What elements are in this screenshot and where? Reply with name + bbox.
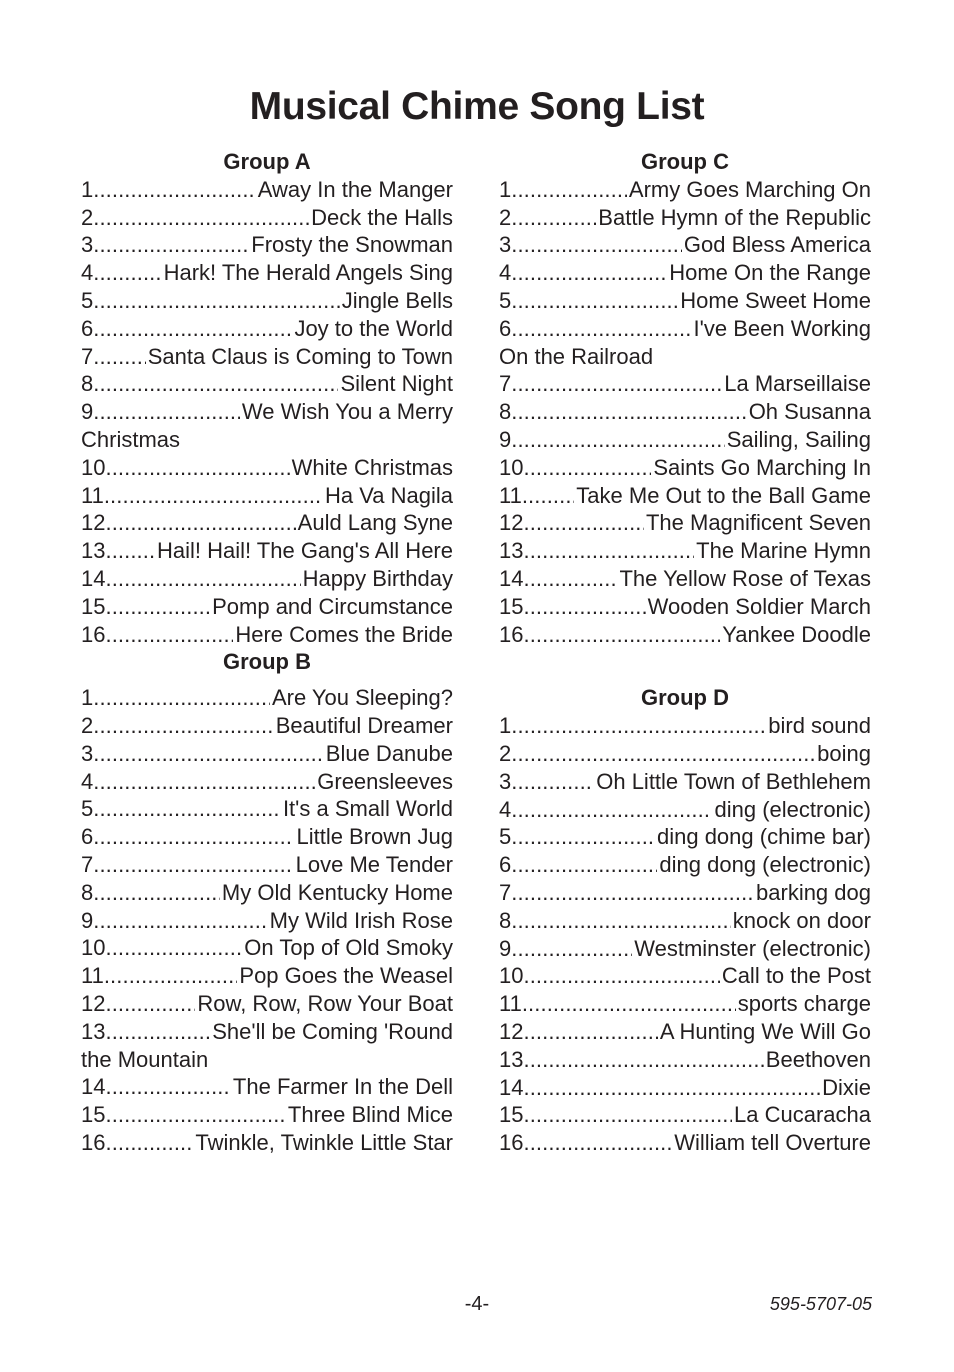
song-item: [499, 712, 871, 740]
song-number: 12: [81, 990, 106, 1016]
dot-leader: [523, 1074, 820, 1102]
song-title: Jingle Bells: [341, 287, 453, 313]
song-item: [81, 851, 453, 879]
song-item: [499, 879, 871, 907]
song-title: Are You Sleeping?: [271, 685, 453, 711]
dot-leader: [523, 565, 617, 593]
song-title: God Bless America: [683, 232, 871, 258]
dot-leader: [511, 851, 657, 879]
song-number: 16: [499, 621, 524, 647]
song-number: 2: [499, 204, 512, 230]
dot-leader: [523, 537, 694, 565]
song-title: boing: [817, 740, 871, 766]
song-list: [499, 176, 871, 649]
dot-leader: [93, 259, 161, 287]
song-title: Hark! The Herald Angels Sing: [163, 260, 453, 286]
song-item: [81, 740, 453, 768]
dot-leader: [523, 593, 645, 621]
song-list: [499, 712, 871, 1157]
song-number: 7: [499, 371, 512, 397]
song-title: She'll be Coming 'Round: [212, 1018, 453, 1044]
song-title: I've Been Working: [693, 315, 871, 341]
dot-leader: [105, 1018, 210, 1046]
song-number: 9: [81, 907, 94, 933]
song-title: Dixie: [822, 1074, 871, 1100]
song-title: ding dong (electronic): [659, 852, 871, 878]
song-number: 10: [499, 454, 524, 480]
song-item: [499, 907, 871, 935]
song-number: 1: [499, 176, 512, 202]
song-number: 10: [81, 454, 106, 480]
song-title: Beautiful Dreamer: [275, 712, 453, 738]
song-item: [81, 990, 453, 1018]
song-title: Hail! Hail! The Gang's All Here: [156, 538, 453, 564]
song-title: Blue Danube: [325, 740, 453, 766]
song-number: 16: [499, 1130, 524, 1156]
song-number: 10: [81, 935, 106, 961]
song-number: 3: [499, 232, 512, 258]
song-title: Love Me Tender: [295, 851, 453, 877]
dot-leader: [523, 621, 720, 649]
left-column: [81, 148, 453, 1157]
dot-leader: [93, 851, 293, 879]
song-number: 14: [499, 565, 524, 591]
song-title: Call to the Post: [721, 963, 871, 989]
group-title: Group A: [223, 149, 311, 174]
song-item: [499, 1101, 871, 1129]
song-item: [81, 712, 453, 740]
group-d: [499, 684, 871, 1157]
song-title: ding (electronic): [714, 796, 871, 822]
song-item: [499, 287, 871, 315]
song-title-continued: On the Railroad: [499, 343, 654, 369]
song-number: 6: [81, 824, 94, 850]
dot-leader: [523, 454, 651, 482]
song-item: [81, 823, 453, 851]
song-item: [81, 287, 453, 315]
song-item: [499, 482, 871, 510]
song-number: 11: [81, 963, 104, 989]
song-number: 9: [499, 935, 512, 961]
dot-leader: [93, 879, 220, 907]
song-number: 9: [81, 399, 94, 425]
song-item: [499, 537, 871, 565]
song-item: [499, 565, 871, 593]
dot-leader: [93, 204, 309, 232]
song-number: 12: [499, 1018, 524, 1044]
song-number: 12: [81, 510, 106, 536]
song-number: 11: [499, 991, 522, 1017]
song-title: Joy to the World: [294, 315, 453, 341]
song-item: [81, 1073, 453, 1101]
song-title: bird sound: [768, 713, 871, 739]
song-item: [499, 962, 871, 990]
song-number: 8: [81, 879, 94, 905]
song-title: Little Brown Jug: [296, 824, 453, 850]
dot-leader: [105, 934, 242, 962]
dot-leader: [93, 370, 338, 398]
dot-leader: [511, 370, 722, 398]
song-number: 4: [499, 260, 512, 286]
song-item: [499, 204, 871, 232]
song-number: 5: [499, 824, 512, 850]
song-title: Home On the Range: [669, 260, 871, 286]
song-title: ding dong (chime bar): [656, 824, 871, 850]
song-number: 7: [81, 343, 94, 369]
dot-leader: [522, 482, 574, 510]
dot-leader: [511, 204, 596, 232]
song-title: The Yellow Rose of Texas: [619, 565, 871, 591]
song-title: Wooden Soldier March: [647, 593, 871, 619]
song-title: Saints Go Marching In: [653, 454, 871, 480]
song-number: 9: [499, 426, 512, 452]
song-item: [81, 1018, 453, 1074]
song-number: 11: [81, 482, 104, 508]
group-title: Group C: [641, 149, 729, 174]
song-number: 6: [499, 852, 512, 878]
song-item: [499, 231, 871, 259]
dot-leader: [105, 593, 210, 621]
song-title: Happy Birthday: [302, 565, 453, 591]
group-title: Group D: [641, 685, 729, 711]
song-title: White Christmas: [291, 454, 453, 480]
song-title: We Wish You a Merry: [241, 399, 453, 425]
dot-leader: [511, 740, 815, 768]
song-title: Pomp and Circumstance: [212, 593, 453, 619]
song-title-continued: the Mountain: [81, 1046, 209, 1072]
song-number: 15: [81, 593, 106, 619]
song-title: Westminster (electronic): [634, 935, 871, 961]
song-title: La Cucaracha: [734, 1102, 871, 1128]
dot-leader: [93, 231, 249, 259]
song-item: [81, 482, 453, 510]
dot-leader: [522, 990, 736, 1018]
group-title: Group B: [223, 649, 311, 675]
song-item: [499, 398, 871, 426]
song-title: Greensleeves: [317, 768, 453, 794]
dot-leader: [511, 796, 712, 824]
dot-leader: [93, 176, 255, 204]
dot-leader: [105, 1073, 230, 1101]
song-title: Sailing, Sailing: [726, 426, 871, 452]
page-title: Musical Chime Song List: [249, 85, 705, 128]
song-number: 5: [499, 287, 512, 313]
song-item: [81, 795, 453, 823]
song-list: [81, 176, 453, 649]
dot-leader: [104, 962, 238, 990]
song-item: [499, 740, 871, 768]
song-number: 1: [81, 685, 94, 711]
dot-leader: [93, 823, 294, 851]
song-item: [81, 621, 453, 649]
song-title: Army Goes Marching On: [628, 176, 871, 202]
song-title: The Marine Hymn: [696, 538, 871, 564]
song-number: 15: [81, 1102, 106, 1128]
song-item: [499, 176, 871, 204]
dot-leader: [523, 509, 643, 537]
dot-leader: [93, 712, 273, 740]
document-code: 595-5707-05: [769, 1294, 872, 1314]
song-item: [499, 1129, 871, 1157]
dot-leader: [511, 231, 682, 259]
song-title: Battle Hymn of the Republic: [598, 204, 871, 230]
song-number: 13: [499, 538, 524, 564]
song-number: 14: [499, 1074, 524, 1100]
song-number: 13: [81, 1018, 106, 1044]
group-c: [499, 148, 871, 648]
song-item: [81, 454, 453, 482]
dot-leader: [93, 343, 145, 371]
dot-leader: [93, 795, 281, 823]
song-item: [81, 259, 453, 287]
song-item: [499, 990, 871, 1018]
dot-leader: [93, 907, 267, 935]
song-number: 13: [81, 538, 106, 564]
song-number: 2: [81, 204, 94, 230]
song-item: [81, 370, 453, 398]
right-column: [499, 148, 871, 1157]
song-number: 5: [81, 796, 94, 822]
song-number: 8: [499, 399, 512, 425]
dot-leader: [511, 315, 691, 343]
dot-leader: [93, 768, 315, 796]
dot-leader: [523, 1101, 732, 1129]
song-title: Row, Row, Row Your Boat: [197, 990, 453, 1016]
dot-leader: [105, 454, 289, 482]
song-title: Auld Lang Syne: [297, 510, 453, 536]
song-item: [499, 259, 871, 287]
dot-leader: [93, 684, 270, 712]
song-item: [81, 565, 453, 593]
song-item: [499, 796, 871, 824]
song-item: [499, 509, 871, 537]
dot-leader: [511, 398, 746, 426]
song-title: Oh Susanna: [748, 399, 871, 425]
song-number: 4: [81, 768, 94, 794]
dot-leader: [511, 935, 632, 963]
song-number: 6: [499, 315, 512, 341]
song-title: Here Comes the Bride: [235, 621, 453, 647]
song-number: 8: [499, 907, 512, 933]
song-item: [499, 454, 871, 482]
song-item: [499, 370, 871, 398]
song-title: My Old Kentucky Home: [221, 879, 453, 905]
dot-leader: [93, 287, 339, 315]
group-a: [81, 148, 453, 648]
song-item: [81, 593, 453, 621]
song-title: barking dog: [756, 879, 871, 905]
dot-leader: [105, 1101, 285, 1129]
song-number: 14: [81, 1074, 106, 1100]
song-item: [81, 1129, 453, 1157]
song-item: [499, 593, 871, 621]
song-item: [81, 204, 453, 232]
song-item: [499, 1046, 871, 1074]
song-number: 3: [81, 740, 94, 766]
song-item: [81, 509, 453, 537]
song-item: [81, 962, 453, 990]
dot-leader: [105, 565, 300, 593]
song-number: 1: [499, 713, 512, 739]
song-number: 12: [499, 510, 524, 536]
song-title-continued: Christmas: [81, 426, 181, 452]
song-title: Santa Claus is Coming to Town: [147, 343, 453, 369]
song-item: [499, 768, 871, 796]
dot-leader: [511, 426, 724, 454]
dot-leader: [511, 712, 766, 740]
song-title: Home Sweet Home: [680, 287, 871, 313]
song-title: knock on door: [732, 907, 871, 933]
song-number: 13: [499, 1046, 524, 1072]
song-title: Pop Goes the Weasel: [239, 963, 453, 989]
song-title: Silent Night: [340, 371, 453, 397]
song-title: Beethoven: [765, 1046, 871, 1072]
song-item: [81, 684, 453, 712]
song-item: [81, 879, 453, 907]
song-title: On Top of Old Smoky: [244, 935, 453, 961]
song-item: [81, 176, 453, 204]
dot-leader: [93, 315, 292, 343]
song-number: 4: [499, 796, 512, 822]
song-number: 7: [81, 851, 94, 877]
dot-leader: [523, 1018, 657, 1046]
song-item: [81, 1101, 453, 1129]
song-item: [499, 426, 871, 454]
dot-leader: [105, 1129, 193, 1157]
dot-leader: [105, 990, 195, 1018]
song-number: 6: [81, 315, 94, 341]
song-title: My Wild Irish Rose: [269, 907, 453, 933]
song-number: 3: [81, 232, 94, 258]
song-title: A Hunting We Will Go: [659, 1018, 871, 1044]
song-number: 2: [499, 740, 512, 766]
dot-leader: [511, 879, 754, 907]
dot-leader: [105, 621, 233, 649]
song-item: [81, 343, 453, 371]
song-item: [81, 907, 453, 935]
song-number: 10: [499, 963, 524, 989]
song-item: [499, 851, 871, 879]
song-number: 15: [499, 593, 524, 619]
song-title: Twinkle, Twinkle Little Star: [195, 1129, 453, 1155]
dot-leader: [93, 398, 240, 426]
dot-leader: [511, 287, 678, 315]
song-item: [499, 1074, 871, 1102]
song-number: 3: [499, 768, 512, 794]
group-b: [81, 648, 453, 1156]
song-item: [81, 537, 453, 565]
dot-leader: [523, 1129, 672, 1157]
song-number: 15: [499, 1102, 524, 1128]
song-title: Three Blind Mice: [287, 1102, 453, 1128]
dot-leader: [523, 962, 719, 990]
song-number: 2: [81, 712, 94, 738]
song-title: Deck the Halls: [311, 204, 453, 230]
dot-leader: [511, 259, 667, 287]
song-title: Take Me Out to the Ball Game: [576, 482, 871, 508]
dot-leader: [511, 907, 731, 935]
song-item: [81, 768, 453, 796]
song-title: Yankee Doodle: [722, 621, 871, 647]
song-item: [81, 315, 453, 343]
song-list: [81, 684, 453, 1157]
song-item: [499, 621, 871, 649]
song-item: [81, 934, 453, 962]
song-number: 4: [81, 260, 94, 286]
dot-leader: [511, 176, 627, 204]
song-number: 16: [81, 621, 106, 647]
song-title: La Marseillaise: [724, 371, 871, 397]
song-number: 7: [499, 879, 512, 905]
dot-leader: [523, 1046, 763, 1074]
dot-leader: [511, 823, 655, 851]
song-number: 5: [81, 287, 94, 313]
song-number: 16: [81, 1129, 106, 1155]
song-item: [499, 823, 871, 851]
song-title: The Magnificent Seven: [645, 510, 871, 536]
song-item: [499, 1018, 871, 1046]
song-item: [499, 935, 871, 963]
dot-leader: [105, 537, 154, 565]
page-number: -4-: [464, 1293, 490, 1315]
song-title: Oh Little Town of Bethlehem: [596, 768, 871, 794]
song-number: 11: [499, 482, 522, 508]
song-title: sports charge: [737, 991, 871, 1017]
song-title: The Farmer In the Dell: [232, 1074, 453, 1100]
dot-leader: [511, 768, 594, 796]
song-title: Ha Va Nagila: [325, 482, 453, 508]
song-title: Frosty the Snowman: [251, 232, 453, 258]
song-title: William tell Overture: [674, 1130, 871, 1156]
song-item: [499, 315, 871, 371]
song-title: It's a Small World: [282, 796, 453, 822]
song-number: 1: [81, 176, 94, 202]
song-title: Away In the Manger: [257, 176, 453, 202]
dot-leader: [105, 509, 295, 537]
song-item: [81, 231, 453, 259]
song-item: [81, 398, 453, 454]
song-number: 8: [81, 371, 94, 397]
dot-leader: [104, 482, 323, 510]
dot-leader: [93, 740, 324, 768]
song-number: 14: [81, 565, 106, 591]
